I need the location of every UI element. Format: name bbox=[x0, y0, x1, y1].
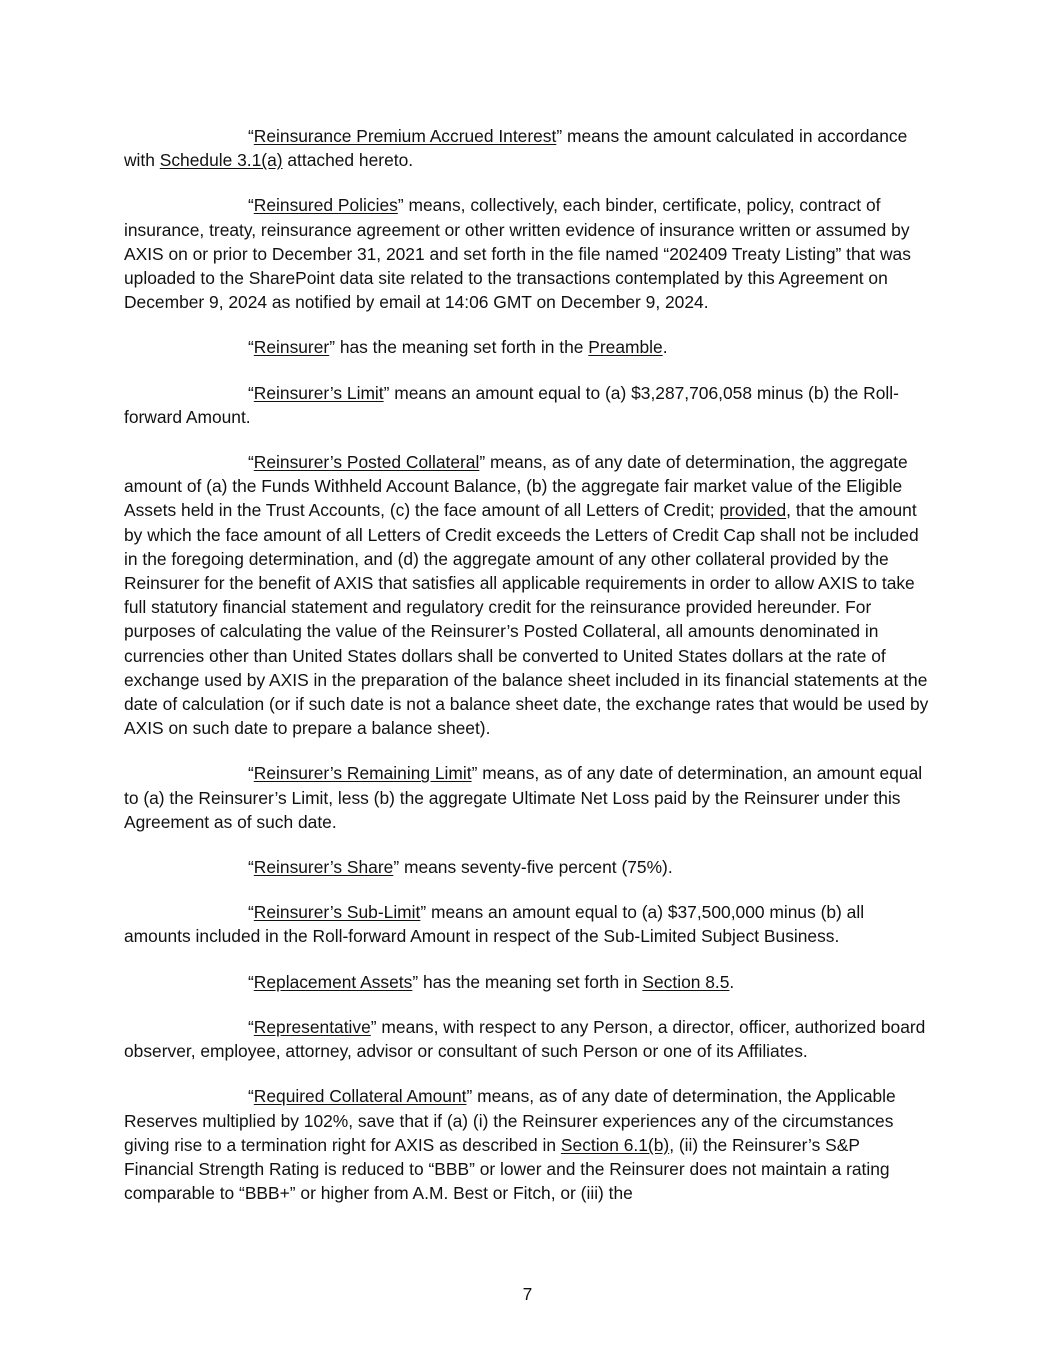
defined-term: Representative bbox=[253, 1016, 371, 1037]
defined-term: Reinsurer bbox=[253, 337, 330, 358]
definition-paragraph: “Reinsurer’s Sub-Limit” means an amount equal to (a) $37,500,000 minus (b) all amounts included in the Roll-forward Amount in respect of the Sub-Limited Subject Business. bbox=[124, 902, 865, 947]
defined-term: Reinsurance Premium Accrued Interest bbox=[253, 126, 557, 146]
definition-paragraph: “Reinsurer’s Limit” means an amount equal to (a) $3,287,706,058 minus (b) the Roll-forward Amount. bbox=[124, 382, 899, 427]
definition-paragraph: “Reinsurer” has the meaning set forth in the Preamble. bbox=[248, 337, 668, 358]
emphasized-word: provided bbox=[719, 500, 787, 521]
cross-reference: Schedule 3.1(a) bbox=[159, 150, 283, 171]
definition-paragraph: “Required Collateral Amount” means, as of any date of determination, the Applicable Reserves multiplied by 102%, save that if (a) (i) the Reinsurer experiences any of the circumstances giving rise to a termination right for AXIS as described in Section 6.1(b), (ii) the Reinsurer’s S&P Financial Strength Rating is reduced to “BBB” or lower and the Reinsurer does not maintain a rating comparable to “BBB+” or higher from A.M. Best or Fitch, or (iii) the bbox=[124, 1086, 896, 1204]
cross-reference: Preamble bbox=[588, 337, 663, 358]
page-number: 7 bbox=[522, 1284, 533, 1304]
definition-paragraph: “Replacement Assets” has the meaning set forth in Section 8.5. bbox=[248, 971, 735, 992]
defined-term: Reinsurer’s Limit bbox=[253, 382, 384, 403]
cross-reference: Section 8.5 bbox=[642, 971, 730, 992]
definition-paragraph: “Reinsured Policies” means, collectively, each binder, certificate, policy, contract of insurance, treaty, reinsurance agreement or other written evidence of insurance written or assumed by AXIS on or prior to December 31, 2021 and set forth in the file named “202409 Treaty Listing” that was uploaded to the SharePoint data site related to the transactions contemplated by this Agreement on December 9, 2024 as notified by email at 14:06 GMT on December 9, 2024. bbox=[124, 195, 911, 313]
cross-reference: Section 6.1(b) bbox=[560, 1134, 670, 1155]
definition-paragraph: “Reinsurance Premium Accrued Interest” means the amount calculated in accordance with Schedule 3.1(a) attached hereto. bbox=[124, 126, 908, 171]
definition-paragraph: “Reinsurer’s Remaining Limit” means, as of any date of determination, an amount equal to (a) the Reinsurer’s Limit, less (b) the aggregate Ultimate Net Loss paid by the Reinsurer under this Agreement as of such date. bbox=[124, 763, 923, 832]
document-page bbox=[124, 124, 932, 1226]
defined-term: Reinsured Policies bbox=[253, 195, 398, 216]
definition-paragraph: “Representative” means, with respect to any Person, a director, officer, authorized board observer, employee, attorney, advisor or consultant of such Person or one of its Affiliates. bbox=[124, 1016, 926, 1062]
definition-paragraph: “Reinsurer’s Posted Collateral” means, as of any date of determination, the aggregate amount of (a) the Funds Withheld Account Balance, (b) the aggregate fair market value of the Eligible Assets held in the Trust Accounts, (c) the face amount of all Letters of Credit; provided, that the amount by which the face amount of all Letters of Credit exceeds the Letters of Credit Cap shall not be included in the foregoing determination, and (d) the aggregate amount of any other collateral provided by the Reinsurer for the benefit of AXIS that satisfies all applicable requirements in order to allow AXIS to take full statutory financial statement and regulatory credit for the reinsurance provided hereunder. For purposes of calculating the value of the Reinsurer’s Posted Collateral, all amounts denominated in currencies other than United States dollars shall be converted to United States dollars at the rate of exchange used by AXIS in the preparation of the balance sheet included in its financial statements at the date of calculation (or if such date is not a balance sheet date, the exchange rates that would be used by AXIS on such date to prepare a balance sheet). bbox=[124, 452, 929, 739]
defined-term: Reinsurer’s Share bbox=[253, 857, 394, 878]
defined-term: Reinsurer’s Posted Collateral bbox=[253, 452, 480, 473]
defined-term: Reinsurer’s Sub-Limit bbox=[253, 902, 421, 923]
defined-term: Required Collateral Amount bbox=[253, 1086, 467, 1107]
defined-term: Replacement Assets bbox=[253, 971, 413, 992]
defined-term: Reinsurer’s Remaining Limit bbox=[253, 763, 472, 784]
definition-paragraph: “Reinsurer’s Share” means seventy-five percent (75%). bbox=[248, 857, 673, 878]
